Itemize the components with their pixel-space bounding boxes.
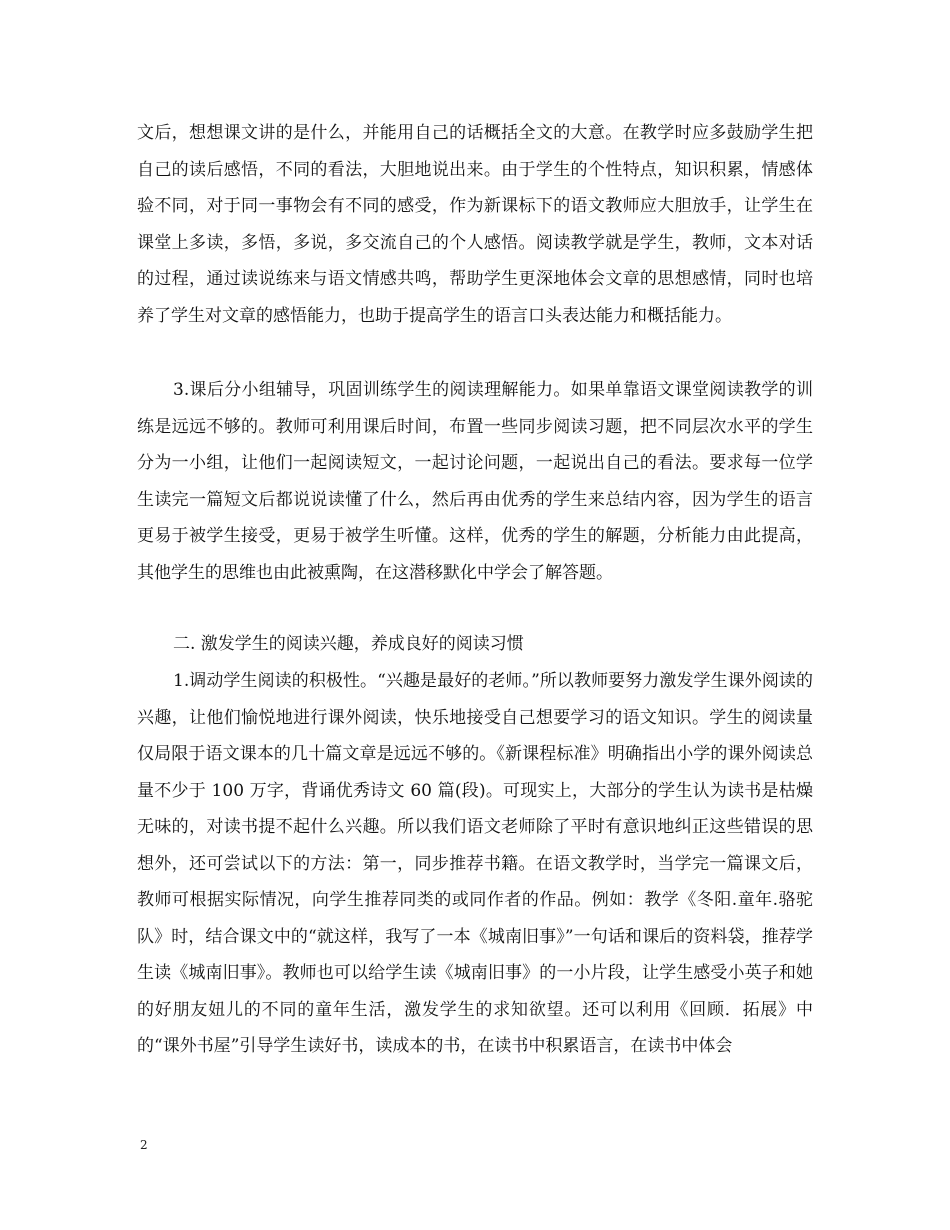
- page-number: 2: [140, 1138, 148, 1152]
- body-paragraph: 1.调动学生阅读的积极性。“兴趣是最好的老师。”所以教师要努力激发学生课外阅读的兴趣，让他们愉悦地进行课外阅读，快乐地接受自己想要学习的语文知识。学生的阅读量仅局限于语文课本的几十篇文章是远远不够的。《新课程标准》明确指出小学的课外阅读总量不少于 100 万字，背诵优秀诗文 60 篇(段)。可现实上，大部分的学生认为读书是枯燥无味的，对读书提不起什么兴趣。所以我们语文老师除了平时有意识地纠正这些错误的思想外，还可尝试以下的方法：第一，同步推荐书籍。在语文教学时，当学完一篇课文后，教师可根据实际情况，向学生推荐同类的或同作者的作品。例如：教学《冬阳.童年.骆驼队》时，结合课文中的“就这样，我写了一本《城南旧事》”一句话和课后的资料袋，推荐学生读《城南旧事》。教师也可以给学生读《城南旧事》的一小片段，让学生感受小英子和她的好朋友妞儿的不同的童年生活，激发学生的求知欲望。还可以利用《回顾．拓展》中的“课外书屋”引导学生读好书，读成本的书，在读书中积累语言，在读书中体会: [137, 671, 813, 1056]
- body-paragraph: 文后，想想课文讲的是什么，并能用自己的话概括全文的大意。在教学时应多鼓励学生把自己的读后感悟，不同的看法，大胆地说出来。由于学生的个性特点，知识积累，情感体验不同，对于同一事物会有不同的感受，作为新课标下的语文教师应大胆放手，让学生在课堂上多读，多悟，多说，多交流自己的个人感悟。阅读教学就是学生，教师，文本对话的过程，通过读说练来与语文情感共鸣，帮助学生更深地体会文章的思想感情，同时也培养了学生对文章的感悟能力，也助于提高学生的语言口头表达能力和概括能力。: [137, 123, 813, 326]
- body-paragraph: 3.课后分小组辅导，巩固训练学生的阅读理解能力。如果单靠语文课堂阅读教学的训练是远远不够的。教师可利用课后时间，布置一些同步阅读习题，把不同层次水平的学生分为一小组，让他们一起阅读短文，一起讨论问题，一起说出自己的看法。要求每一位学生读完一篇短文后都说说读懂了什么，然后再由优秀的学生来总结内容，因为学生的语言更易于被学生接受，更易于被学生听懂。这样，优秀的学生的解题，分析能力由此提高，其他学生的思维也由此被熏陶，在这潜移默化中学会了解答题。: [137, 380, 813, 583]
- section-heading: 二. 激发学生的阅读兴趣，养成良好的阅读习惯: [173, 634, 524, 654]
